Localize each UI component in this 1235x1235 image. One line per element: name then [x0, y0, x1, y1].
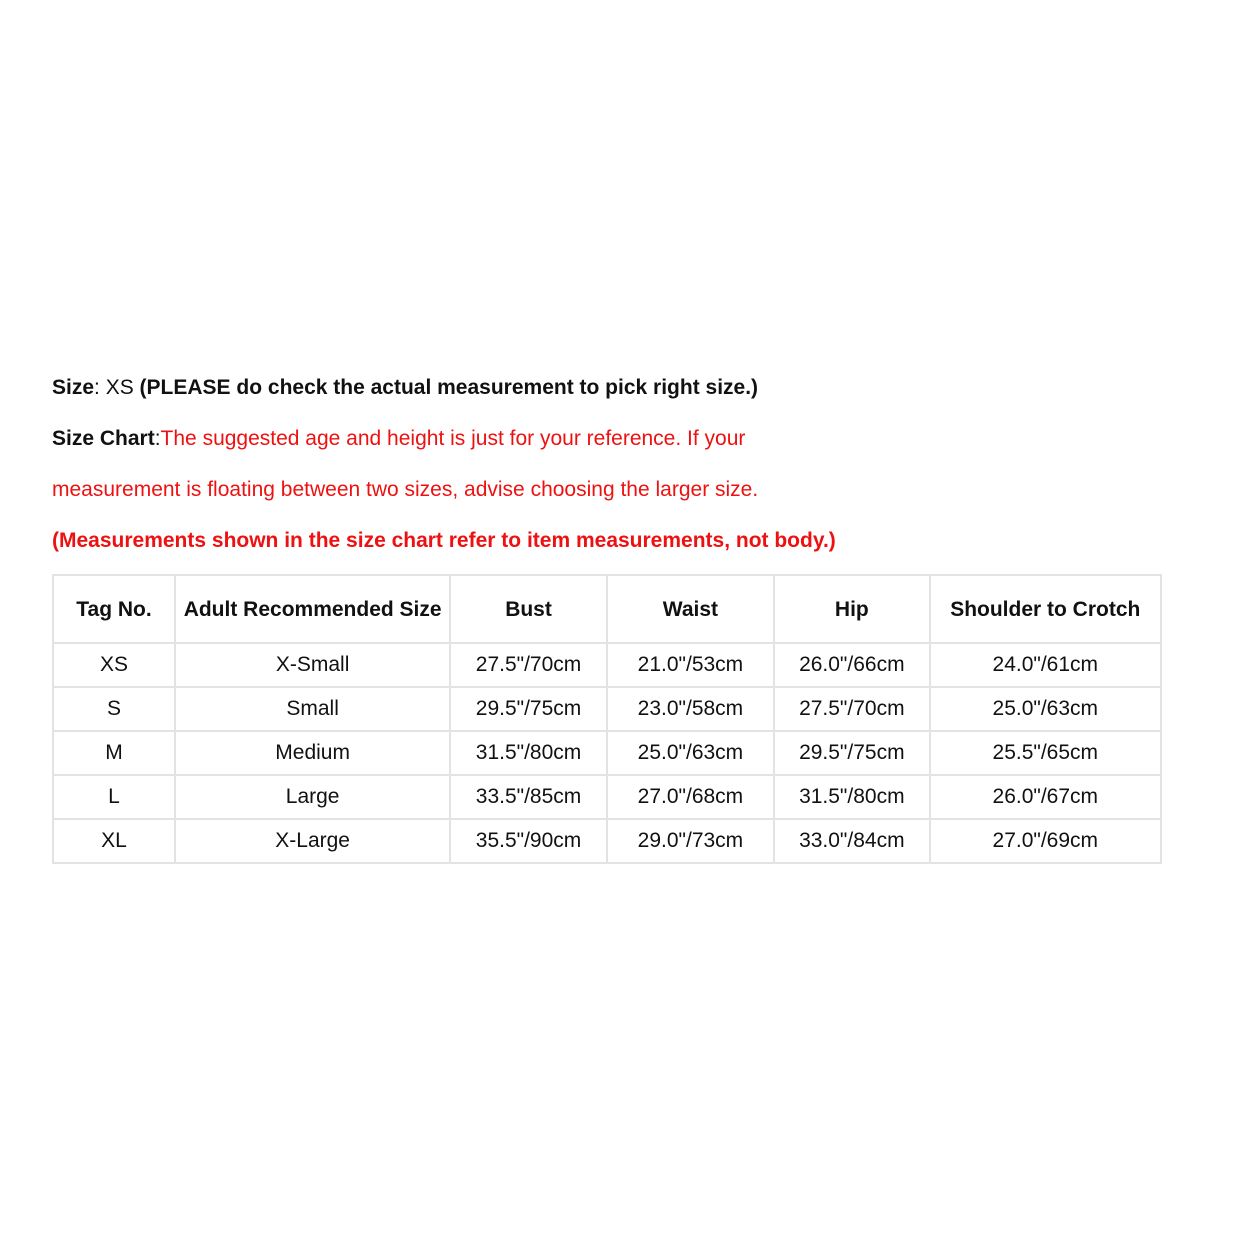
cell-bust: 35.5"/90cm [450, 819, 606, 863]
size-chart-separator: : [154, 427, 161, 450]
header-shoulder-to-crotch: Shoulder to Crotch [930, 575, 1161, 643]
cell-shoulder: 25.5"/65cm [930, 731, 1161, 775]
size-line [52, 362, 1172, 413]
cell-bust: 29.5"/75cm [450, 687, 606, 731]
cell-adult-size: Large [175, 775, 450, 819]
cell-hip: 31.5"/80cm [774, 775, 929, 819]
cell-waist: 29.0"/73cm [607, 819, 774, 863]
cell-waist: 23.0"/58cm [607, 687, 774, 731]
table-row [53, 731, 1161, 775]
size-chart-text-1: The suggested age and height is just for your reference. If your [160, 427, 746, 450]
cell-bust: 27.5"/70cm [450, 643, 606, 687]
cell-adult-size: Small [175, 687, 450, 731]
cell-adult-size: X-Large [175, 819, 450, 863]
measurement-note: (Measurements shown in the size chart refer to item measurements, not body.) [52, 529, 836, 552]
cell-tag: L [53, 775, 175, 819]
cell-hip: 29.5"/75cm [774, 731, 929, 775]
cell-hip: 27.5"/70cm [774, 687, 929, 731]
size-info-block [52, 362, 1172, 566]
cell-hip: 33.0"/84cm [774, 819, 929, 863]
cell-adult-size: X-Small [175, 643, 450, 687]
cell-shoulder: 27.0"/69cm [930, 819, 1161, 863]
cell-waist: 25.0"/63cm [607, 731, 774, 775]
header-bust: Bust [450, 575, 606, 643]
cell-waist: 27.0"/68cm [607, 775, 774, 819]
size-chart-line [52, 413, 1172, 464]
cell-hip: 26.0"/66cm [774, 643, 929, 687]
size-label: Size [52, 376, 95, 399]
size-note: (PLEASE do check the actual measurement to pick right size.) [133, 376, 759, 399]
cell-tag: M [53, 731, 175, 775]
cell-adult-size: Medium [175, 731, 450, 775]
header-hip: Hip [774, 575, 929, 643]
cell-shoulder: 25.0"/63cm [930, 687, 1161, 731]
size-chart-text-2: measurement is floating between two sizes, advise choosing the larger size. [52, 478, 759, 501]
cell-tag: XS [53, 643, 175, 687]
table-row [53, 643, 1161, 687]
header-tag-no: Tag No. [53, 575, 175, 643]
table-row [53, 819, 1161, 863]
header-waist: Waist [607, 575, 774, 643]
size-value: XS [105, 376, 134, 399]
cell-waist: 21.0"/53cm [607, 643, 774, 687]
cell-shoulder: 24.0"/61cm [930, 643, 1161, 687]
cell-tag: XL [53, 819, 175, 863]
table-header-row [53, 575, 1161, 643]
size-chart-label: Size Chart [52, 427, 155, 450]
cell-shoulder: 26.0"/67cm [930, 775, 1161, 819]
size-separator: : [94, 376, 106, 399]
header-adult-recommended-size: Adult Recommended Size [175, 575, 450, 643]
size-table [52, 574, 1162, 864]
cell-bust: 31.5"/80cm [450, 731, 606, 775]
table-row [53, 775, 1161, 819]
table-row [53, 687, 1161, 731]
cell-bust: 33.5"/85cm [450, 775, 606, 819]
cell-tag: S [53, 687, 175, 731]
